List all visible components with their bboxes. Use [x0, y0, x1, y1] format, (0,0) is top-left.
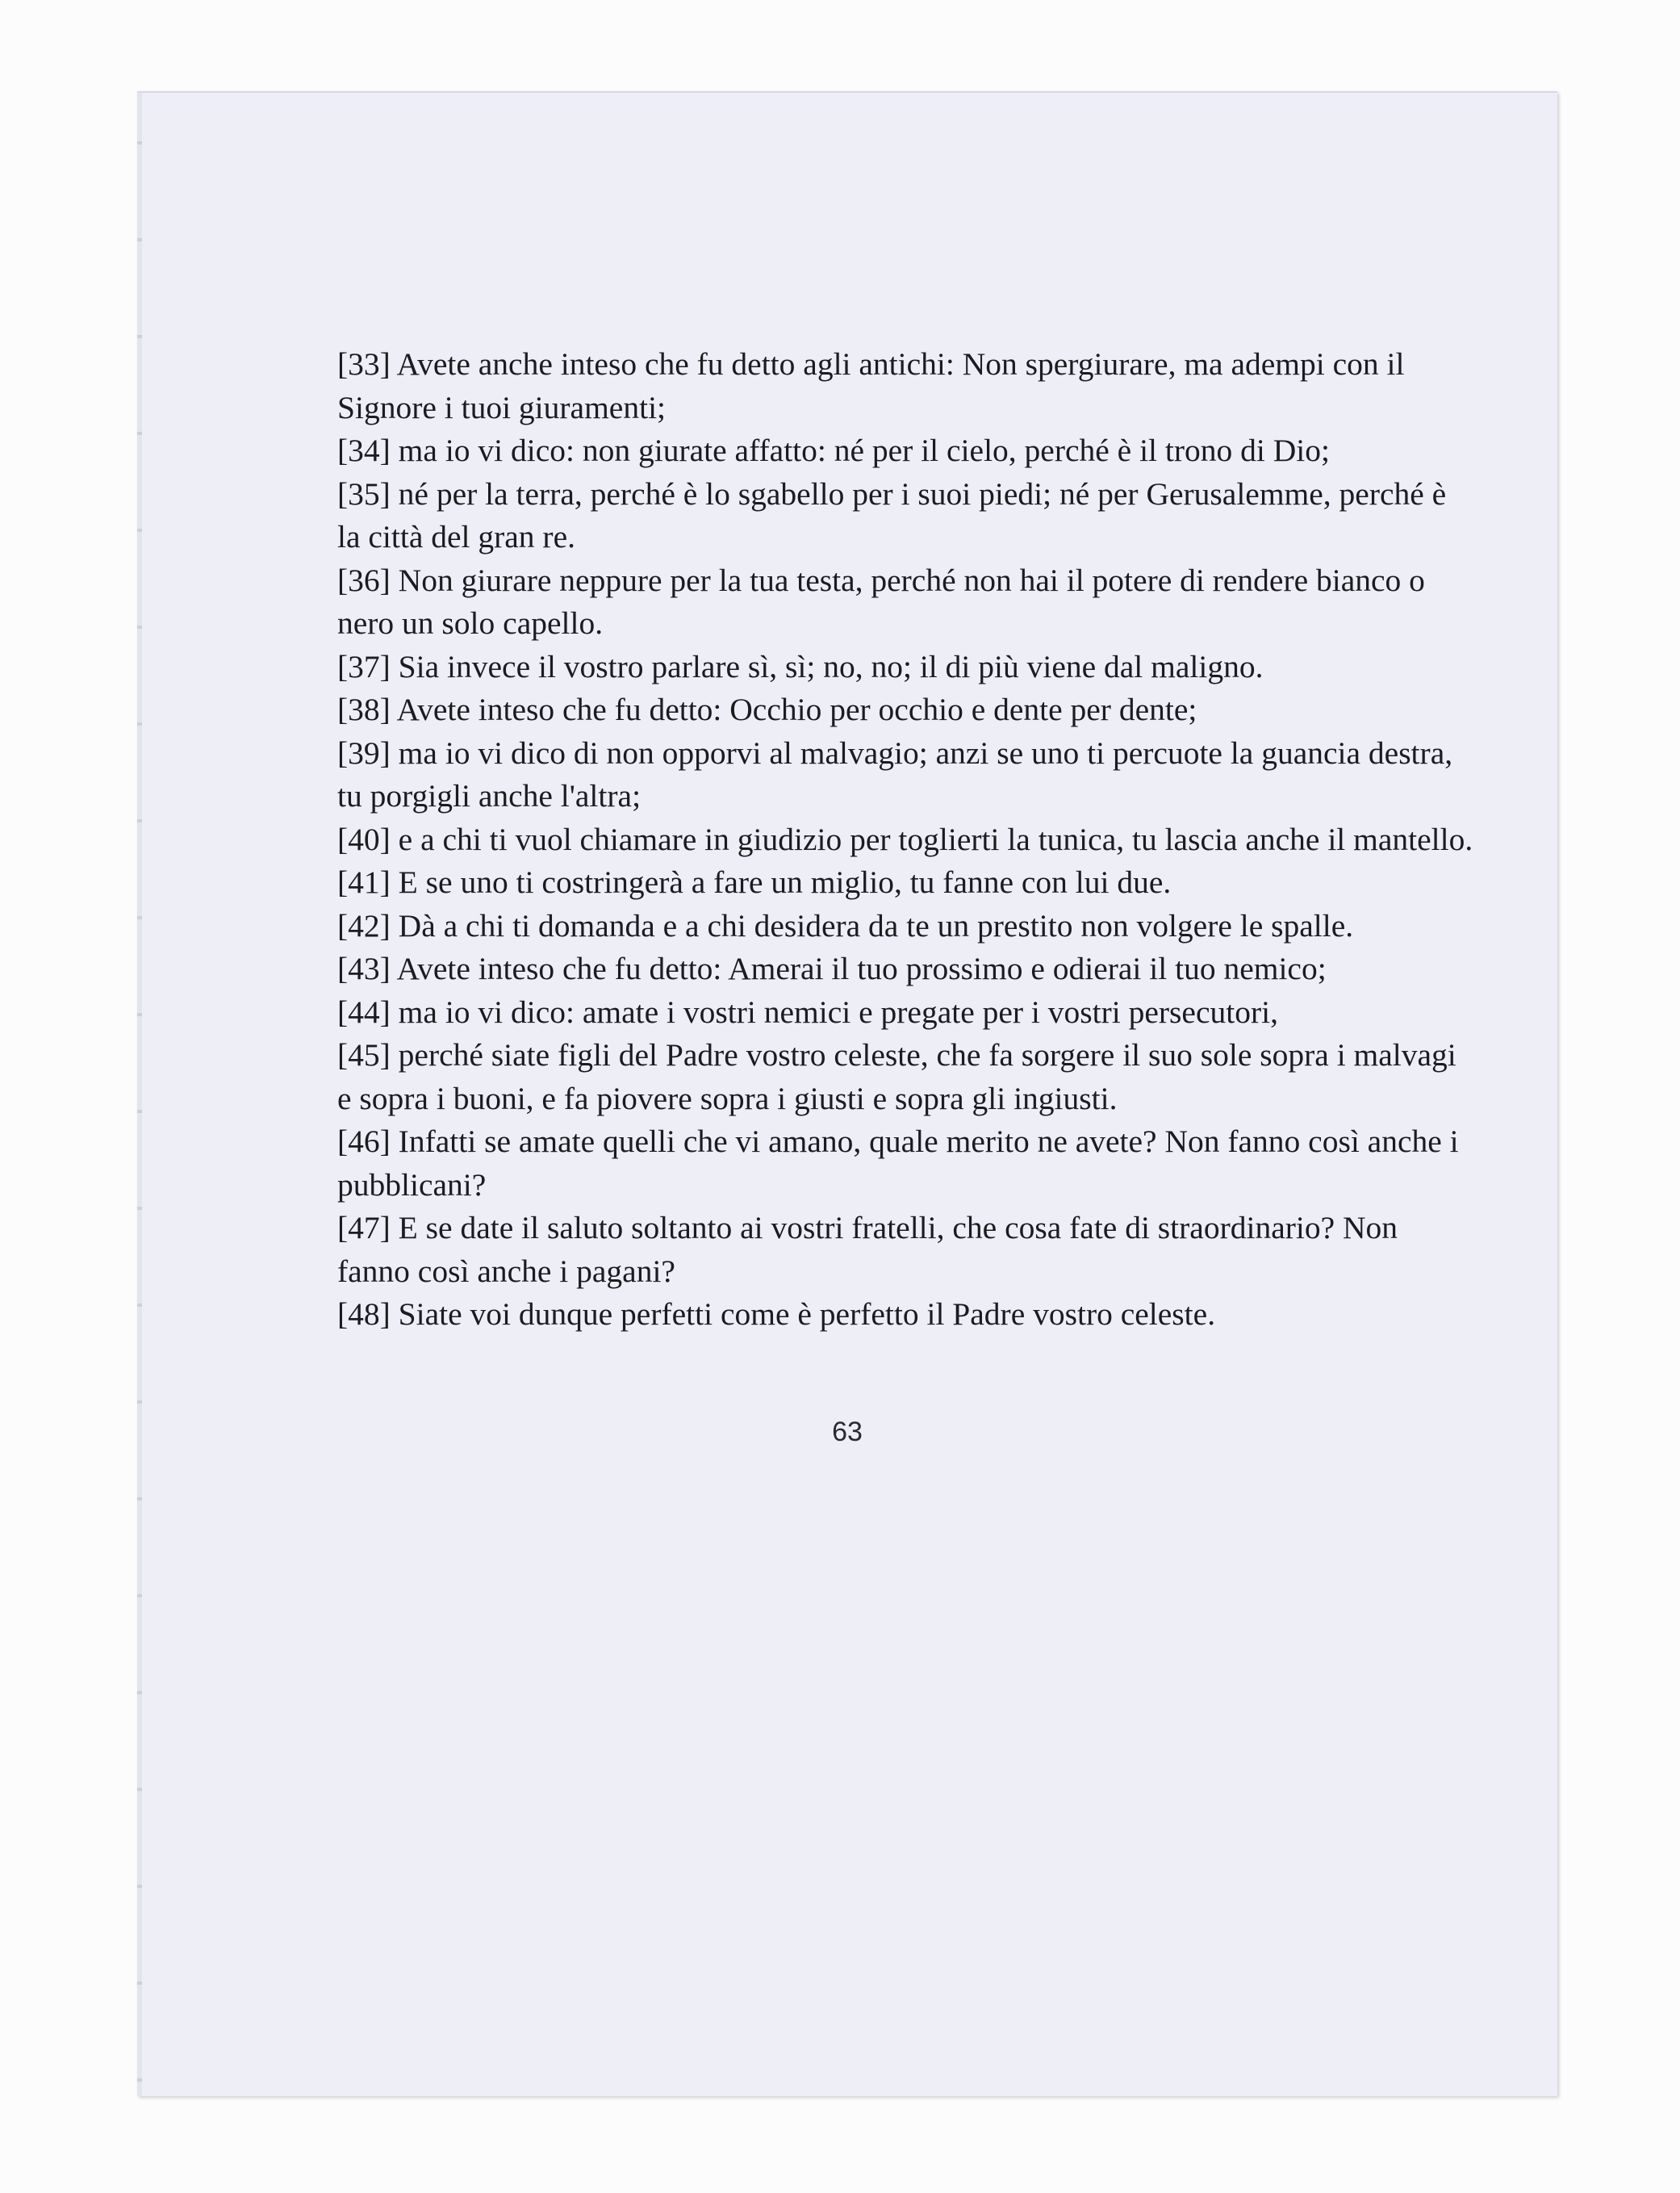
- verse-34: [34] ma io vi dico: non giurate affatto: né per il cielo, perché è il trono di Dio;: [337, 433, 1330, 468]
- verse-42: [42] Dà a chi ti domanda e a chi desidera da te un prestito non volgere le spalle.: [337, 907, 1354, 944]
- verse-35: [35] né per la terra, perché è lo sgabello per i suoi piedi; né per Gerusalemme, perché è la città del gran re.: [337, 475, 1447, 555]
- verse-41: [41] E se uno ti costringerà a fare un miglio, tu fanne con lui due.: [337, 864, 1172, 900]
- book-page: [137, 91, 1557, 2096]
- verse-39: [39] ma io vi dico di non opporvi al malvagio; anzi se uno ti percuote la guancia destra, tu porgigli anche l'altra;: [337, 734, 1453, 814]
- verse-44: [44] ma io vi dico: amate i vostri nemici e pregate per i vostri persecutori,: [337, 994, 1278, 1030]
- verse-46: [46] Infatti se amate quelli che vi amano, quale merito ne avete? Non fanno così anche i pubblicani?: [337, 1124, 1459, 1203]
- verse-33: [33] Avete anche inteso che fu detto agli antichi: Non spergiurare, ma adempi con il Signore i tuoi giuramenti;: [337, 346, 1405, 425]
- verse-36: [36] Non giurare neppure per la tua testa, perché non hai il potere di rendere bianco o nero un solo capello.: [337, 562, 1425, 641]
- verse-38: [38] Avete inteso che fu detto: Occhio per occhio e dente per dente;: [337, 692, 1197, 727]
- binding-edge: [137, 93, 142, 2096]
- page-number: 63: [832, 1417, 863, 1447]
- verse-40: [40] e a chi ti vuol chiamare in giudizio per toglierti la tunica, tu lascia anche il mantello.: [337, 821, 1473, 857]
- verse-text-block: [337, 343, 1475, 1513]
- verse-47: [47] E se date il saluto soltanto ai vostri fratelli, che cosa fate di straordinario? Non fanno così anche i pagani?: [337, 1210, 1398, 1289]
- verse-45: [45] perché siate figli del Padre vostro celeste, che fa sorgere il suo sole sopra i malvagi e sopra i buoni, e fa piovere sopra i giusti e sopra gli ingiusti.: [337, 1037, 1456, 1116]
- verse-43: [43] Avete inteso che fu detto: Amerai il tuo prossimo e odierai il tuo nemico;: [337, 951, 1327, 986]
- verse-37: [37] Sia invece il vostro parlare sì, sì; no, no; il di più viene dal maligno.: [337, 648, 1264, 684]
- verse-48: [48] Siate voi dunque perfetti come è perfetto il Padre vostro celeste.: [337, 1296, 1216, 1332]
